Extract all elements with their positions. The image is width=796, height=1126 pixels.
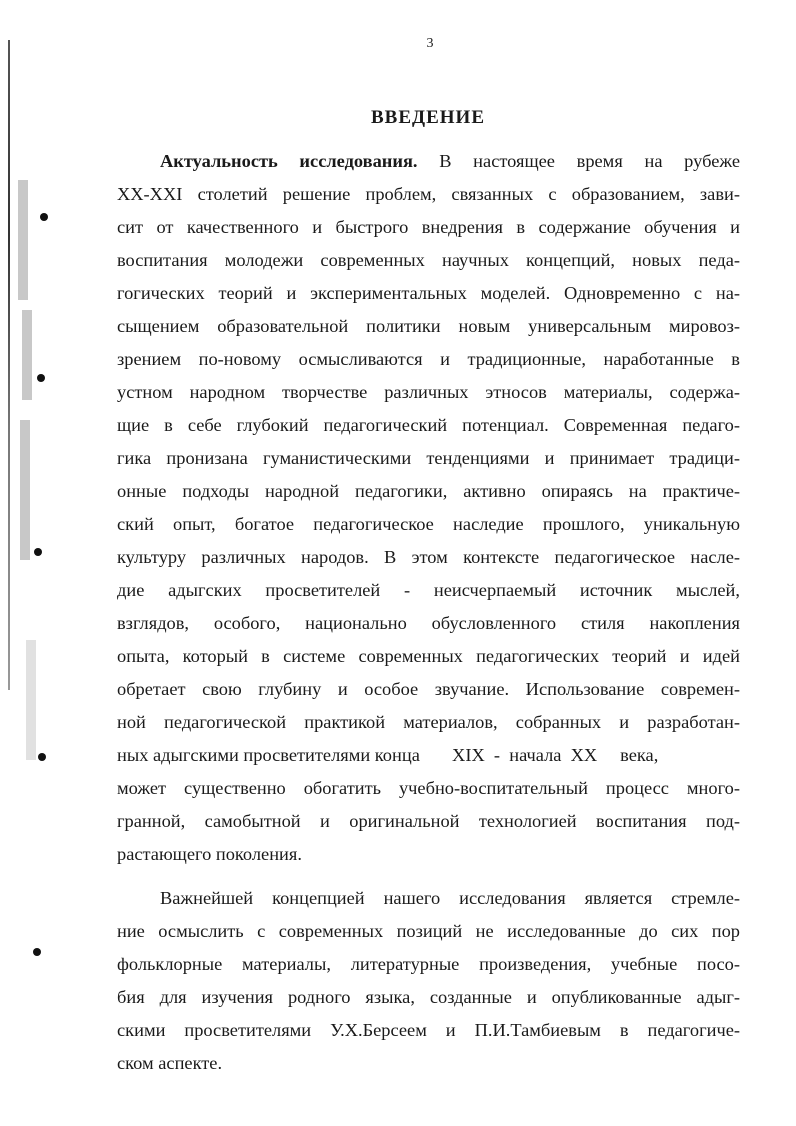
page-title: ВВЕДЕНИЕ	[371, 107, 485, 128]
text-line: может существенно обогатить учебно-воспитательный процесс много-	[117, 778, 740, 798]
text-line: онные подходы народной педагогики, активно опираясь на практиче-	[117, 481, 740, 501]
text-line: взглядов, особого, национально обусловленного стиля накопления	[117, 613, 740, 633]
text-line: опыта, который в системе современных педагогических теорий и идей	[117, 646, 740, 666]
text-line: зрением по-новому осмысливаются и традиционные, наработанные в	[117, 349, 740, 369]
text-line: сит от качественного и быстрого внедрения в содержание обучения и	[117, 217, 740, 237]
text-line: дие адыгских просветителей - неисчерпаемый источник мыслей,	[117, 580, 740, 600]
text-line: ском аспекте.	[117, 1053, 223, 1073]
paragraph-lead: Актуальность исследования.	[160, 151, 418, 171]
text-line: фольклорные материалы, литературные произведения, учебные посо-	[117, 954, 740, 974]
text-line: ных адыгскими просветителями конца XIX - начала XX века,	[117, 745, 659, 765]
text-line: скими просветителями У.Х.Берсеем и П.И.Тамбиевым в педагогиче-	[117, 1020, 740, 1040]
text-line: бия для изучения родного языка, созданные и опубликованные адыг-	[117, 987, 740, 1007]
text-line: XX-XXI столетий решение проблем, связанных с образованием, зави-	[117, 184, 740, 204]
text-line: культуру различных народов. В этом контексте педагогическое насле-	[117, 547, 740, 567]
text-line: щие в себе глубокий педагогический потенциал. Современная педаго-	[117, 415, 740, 435]
page-number: 3	[426, 36, 434, 51]
text-line: Важнейшей концепцией нашего исследования является стремле-	[160, 888, 740, 908]
text-line: ние осмыслить с современных позиций не исследованные до сих пор	[117, 921, 740, 941]
text-line: обретает свою глубину и особое звучание. Использование современ-	[117, 679, 740, 699]
text-line: ной педагогической практикой материалов, собранных и разработан-	[117, 712, 740, 732]
text-line: сыщением образовательной политики новым универсальным мировоз-	[117, 316, 740, 336]
text-line: гика пронизана гуманистическими тенденциями и принимает традици-	[117, 448, 740, 468]
text-line: Актуальность исследования. В настоящее время на рубеже	[160, 151, 740, 171]
text-line: устном народном творчестве различных этносов материалы, содержа-	[117, 382, 740, 402]
text-line: растающего поколения.	[117, 844, 302, 864]
text-line: ский опыт, богатое педагогическое наследие прошлого, уникальную	[117, 514, 740, 534]
text-line: воспитания молодежи современных научных концепций, новых педа-	[117, 250, 740, 270]
text-line: гогических теорий и экспериментальных моделей. Одновременно с на-	[117, 283, 740, 303]
text-line: гранной, самобытной и оригинальной технологией воспитания под-	[117, 811, 740, 831]
